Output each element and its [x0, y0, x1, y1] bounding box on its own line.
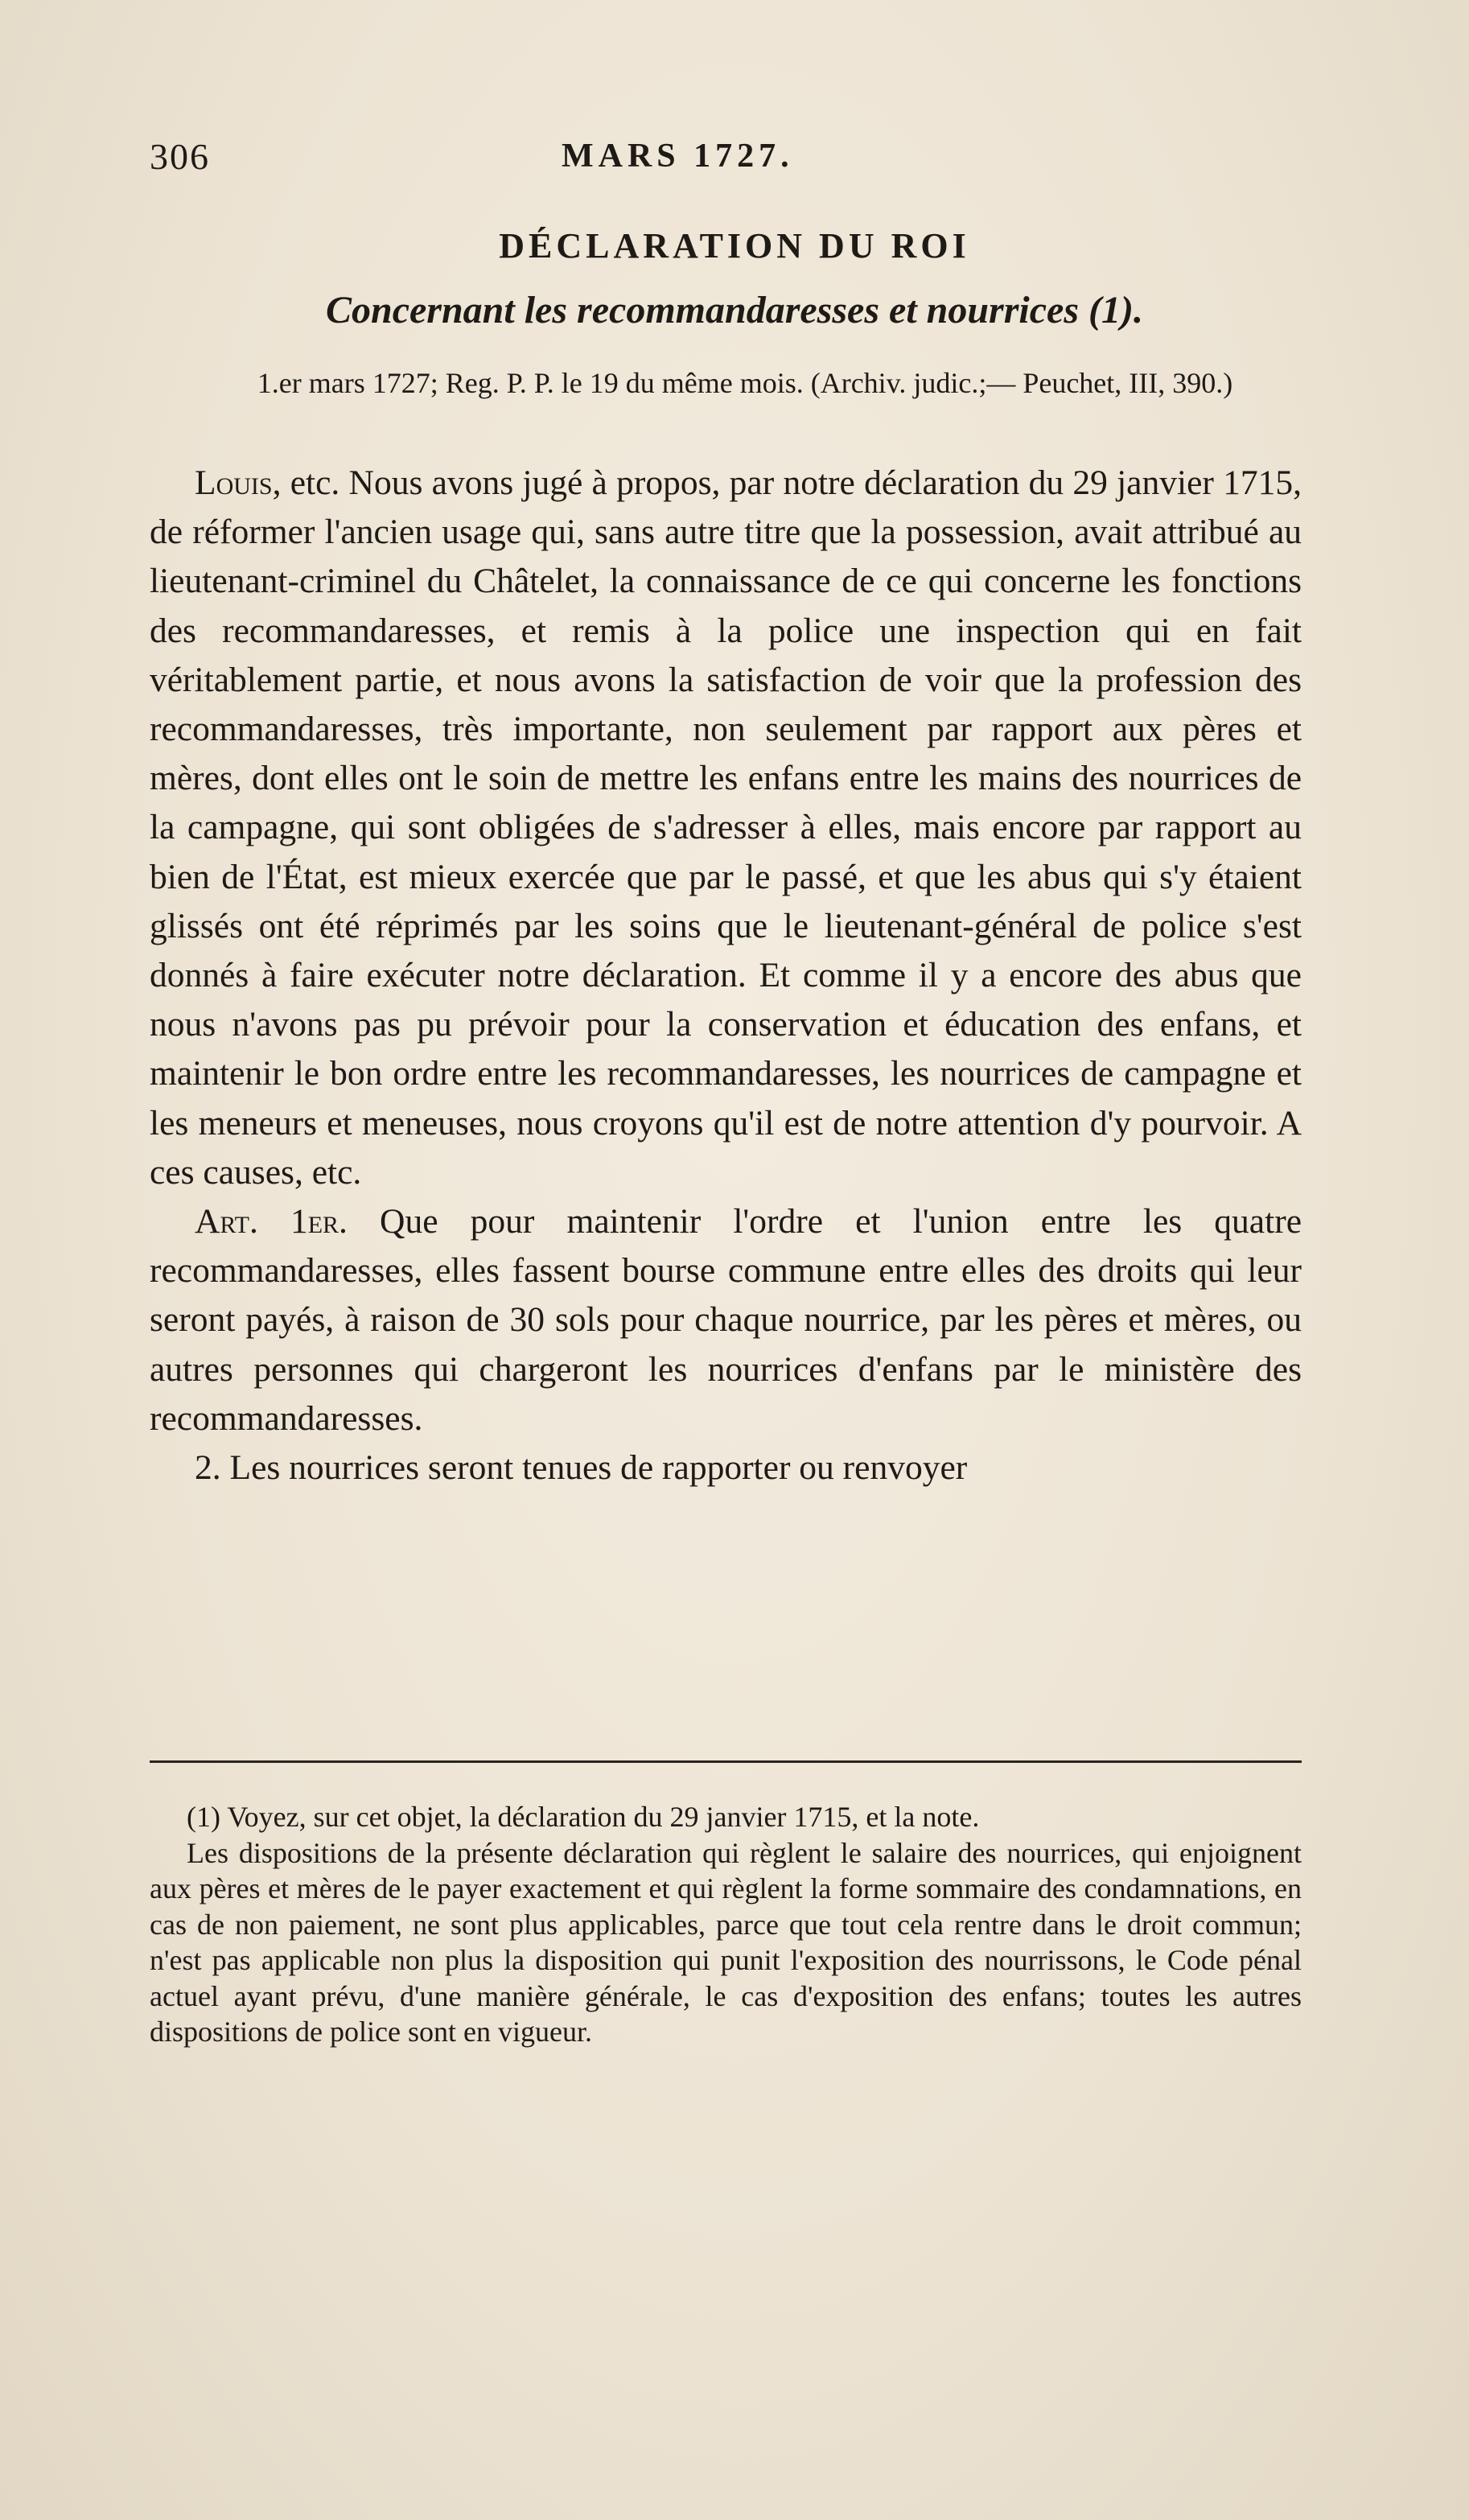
footnote-commentary: Les dispositions de la présente déclaration qui règlent le salaire des nourrices, qui enjoignent aux pères et mères de le payer exactement et qui règlent la forme sommaire des condamnations, en cas de non paiement, ne sont plus applicables, parce que tout cela rentre dans le droit commun; n'est pas applicable non plus la disposition qui punit l'exposition des nourrissons, le Code pénal actuel ayant prévu, d'une manière générale, le cas d'exposition des enfans; toutes les autres dispositions de police sont en vigueur.	[150, 1836, 1302, 2048]
footnote-1: (1) Voyez, sur cet objet, la déclaration du 29 janvier 1715, et la note.	[187, 1801, 980, 1833]
footnotes	[150, 1799, 1302, 2050]
article-1-lead: Art. 1er.	[195, 1202, 348, 1241]
preamble-paragraph	[150, 459, 1302, 1197]
document-title: DÉCLARATION DU ROI	[499, 226, 970, 266]
footnote-divider	[150, 1760, 1302, 1763]
preamble-text: , etc. Nous avons jugé à propos, par notre déclaration du 29 janvier 1715, de réformer l'ancien usage qui, sans autre titre que la possession, avait attribué au lieutenant-criminel du Châtelet, la connaissance de ce qui concerne les fonctions des recommandaresses, et remis à la police une inspection qui en fait véritablement partie, et nous avons la satisfaction de voir que la profession des recommandaresses, très importante, non seulement par rapport aux pères et mères, dont elles ont le soin de mettre les enfans entre les mains des nourrices de la campagne, qui sont obligées de s'adresser à elles, mais encore par rapport au bien de l'État, est mieux exercée que par le passé, et que les abus qui s'y étaient glissés ont été réprimés par les soins que le lieutenant-général de police s'est donnés à faire exécuter notre déclaration. Et comme il y a encore des abus que nous n'avons pas pu prévoir pour la conservation et éducation des enfans, et maintenir le bon ordre entre les recommandaresses, les nourrices de campagne et les meneurs et meneuses, nous croyons qu'il est de notre attention d'y pourvoir. A ces causes, etc.	[150, 463, 1302, 1192]
article-2-paragraph: 2. Les nourrices seront tenues de rapporter ou renvoyer	[195, 1448, 968, 1488]
page-number: 306	[150, 136, 210, 177]
main-text	[150, 459, 1302, 1493]
article-1-text: Que pour maintenir l'ordre et l'union entre les quatre recommandaresses, elles fassent bourse commune entre elles des droits qui leur seront payés, à raison de 30 sols pour chaque nourrice, par les pères et mères, ou autres personnes qui chargeront les nourrices d'enfans par le ministère des recommandaresses.	[150, 1202, 1302, 1438]
preamble-lead: Louis	[195, 463, 273, 502]
page-header	[150, 135, 1308, 191]
document-subtitle: Concernant les recommandaresses et nourrices (1).	[325, 289, 1143, 331]
running-head: MARS 1727.	[562, 138, 794, 175]
source-reference: 1.er mars 1727; Reg. P. P. le 19 du même mois. (Archiv. judic.;— Peuchet, III, 390.)	[257, 367, 1233, 399]
article-1-paragraph	[150, 1197, 1302, 1443]
